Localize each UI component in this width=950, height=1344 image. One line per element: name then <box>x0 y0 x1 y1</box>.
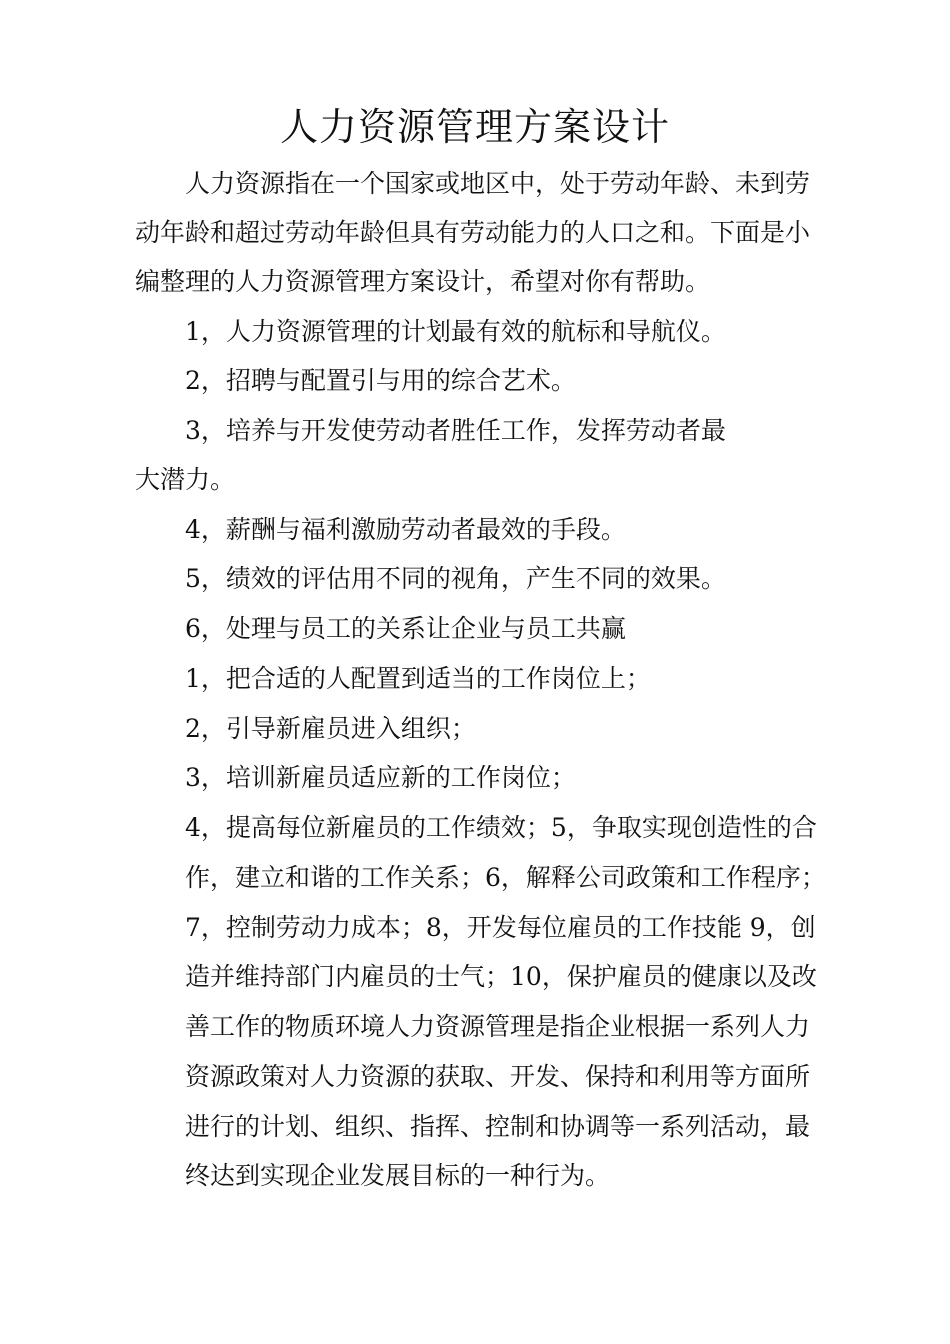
list-item: 5，绩效的评估用不同的视角，产生不同的效果。 <box>185 564 726 593</box>
text-line: 善工作的物质环境人力资源管理是指企业根据一系列人力 <box>185 1012 811 1041</box>
list-item-continuation: 大潜力。 <box>135 465 236 494</box>
list-item: 3，培训新雇员适应新的工作岗位； <box>185 763 576 792</box>
text-line: 动年龄和超过劳动年龄但具有劳动能力的人口之和。下面是小 <box>135 218 811 247</box>
text-line: 4，提高每位新雇员的工作绩效；5，争取实现创造性的合 <box>185 813 817 842</box>
list-item: 1，把合适的人配置到适当的工作岗位上； <box>185 664 651 693</box>
text-line: 编整理的人力资源管理方案设计，希望对你有帮助。 <box>135 267 711 296</box>
list-item: 2，招聘与配置引与用的综合艺术。 <box>185 366 576 395</box>
text-line: 7，控制劳动力成本；8，开发每位雇员的工作技能 9，创 <box>185 913 816 942</box>
text-line: 作，建立和谐的工作关系；6，解释公司政策和工作程序； <box>185 863 826 892</box>
text-line: 终达到实现企业发展目标的一种行为。 <box>185 1161 611 1190</box>
text-line: 造并维持部门内雇员的士气；10，保护雇员的健康以及改 <box>185 962 817 991</box>
list-item: 2，引导新雇员进入组织； <box>185 714 476 743</box>
list-item: 3，培养与开发使劳动者胜任工作，发挥劳动者最 <box>185 416 726 445</box>
list-item: 4，薪酬与福利激励劳动者最效的手段。 <box>185 515 626 544</box>
list-item: 6，处理与员工的关系让企业与员工共赢 <box>185 614 626 643</box>
document-title: 人力资源管理方案设计 <box>279 105 670 149</box>
list-item: 1，人力资源管理的计划最有效的航标和导航仪。 <box>185 317 726 346</box>
text-line: 进行的计划、组织、指挥、控制和协调等一系列活动，最 <box>185 1112 811 1141</box>
text-line: 人力资源指在一个国家或地区中，处于劳动年龄、未到劳 <box>185 169 811 198</box>
text-line: 资源政策对人力资源的获取、开发、保持和利用等方面所 <box>185 1062 811 1091</box>
